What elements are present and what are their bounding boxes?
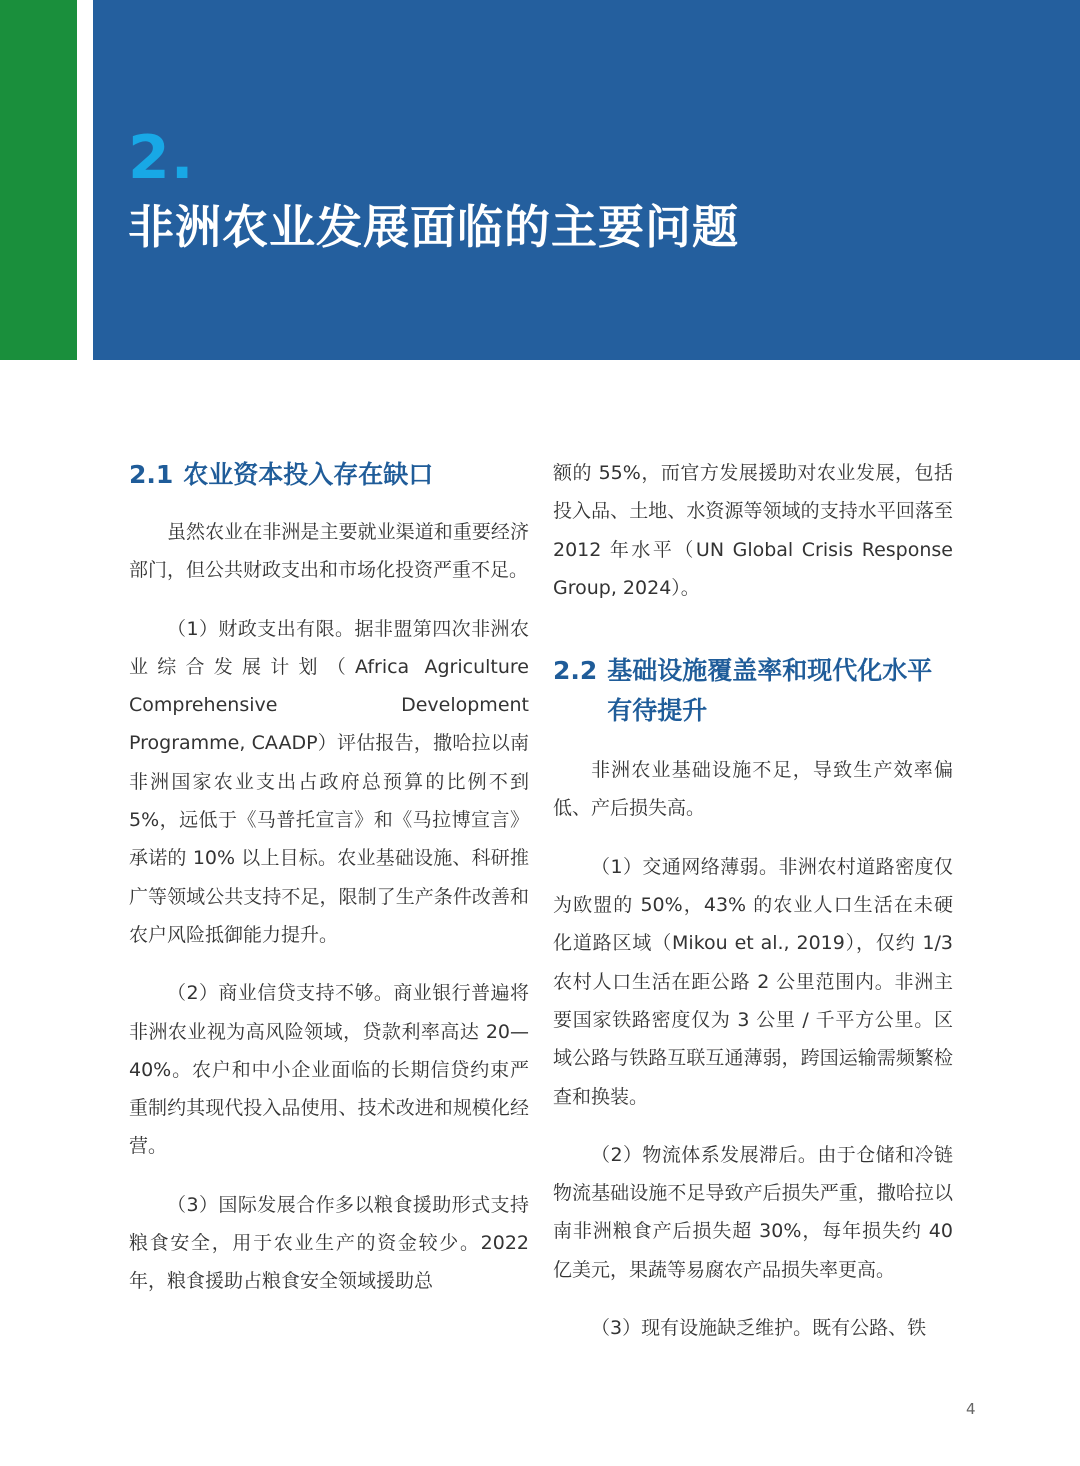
left-column [129, 455, 529, 1301]
paragraph: （3）国际发展合作多以粮食援助形式支持粮食安全，用于农业生产的资金较少。2022 年，粮食援助占粮食安全领域援助总 [129, 1193, 529, 1293]
paragraph-continuation: 额的 55%，而官方发展援助对农业发展，包括投入品、土地、水资源等领域的支持水平回落至 2012 年水平（UN Global Crisis Response Group, 2024）。 [553, 462, 953, 599]
paragraph: （2）物流体系发展滞后。由于仓储和冷链物流基础设施不足导致产后损失严重，撒哈拉以南非洲粮食产后损失超 30%，每年损失约 40 亿美元，果蔬等易腐农产品损失率更高。 [553, 1143, 953, 1281]
paragraph: （1）交通网络薄弱。非洲农村道路密度仅为欧盟的 50%，43% 的农业人口生活在未硬化道路区域（Mikou et al., 2019），仅约 1/3 农村人口生活在距公路 2 公里范围内。非洲主要国家铁路密度仅为 3 公里 / 千平方公里。区域公路与铁路互联互通薄弱，跨国运输需频繁检查和换装。 [553, 855, 953, 1108]
chapter-number: 2. [128, 123, 195, 193]
green-accent-bar [0, 0, 77, 360]
paragraph: （3）现有设施缺乏维护。既有公路、铁 [591, 1317, 927, 1340]
section-title: 农业资本投入存在缺口 [183, 460, 434, 489]
paragraph: （1）财政支出有限。据非盟第四次非洲农业综合发展计划（Africa Agriculture Comprehensive Development Programme, CAADP）评估报告，撒哈拉以南非洲国家农业支出占政府总预算的比例不到 5%，远低于《马普托宣言》和《马拉博宣言》承诺的 10% 以上目标。农业基础设施、科研推广等领域公共支持不足，限制了生产条件改善和农户风险抵御能力提升。 [129, 617, 529, 946]
page-number: 4 [966, 1400, 976, 1418]
section-heading-2-2 [553, 651, 953, 731]
section-number: 2.1 [129, 460, 174, 489]
chapter-header-banner [93, 0, 1080, 360]
right-column [553, 454, 953, 1347]
chapter-title: 非洲农业发展面临的主要问题 [128, 200, 739, 254]
section-number: 2.2 [553, 656, 598, 686]
section-heading-2-1 [129, 455, 529, 495]
section-title: 基础设施覆盖率和现代化水平有待提升 [607, 656, 933, 726]
paragraph: 虽然农业在非洲是主要就业渠道和重要经济部门，但公共财政支出和市场化投资严重不足。 [129, 521, 529, 582]
paragraph: 非洲农业基础设施不足，导致生产效率偏低、产后损失高。 [553, 759, 953, 820]
paragraph: （2）商业信贷支持不够。商业银行普遍将非洲农业视为高风险领域，贷款利率高达 20—40%。农户和中小企业面临的长期信贷约束严重制约其现代投入品使用、技术改进和规模化经营。 [129, 982, 529, 1158]
